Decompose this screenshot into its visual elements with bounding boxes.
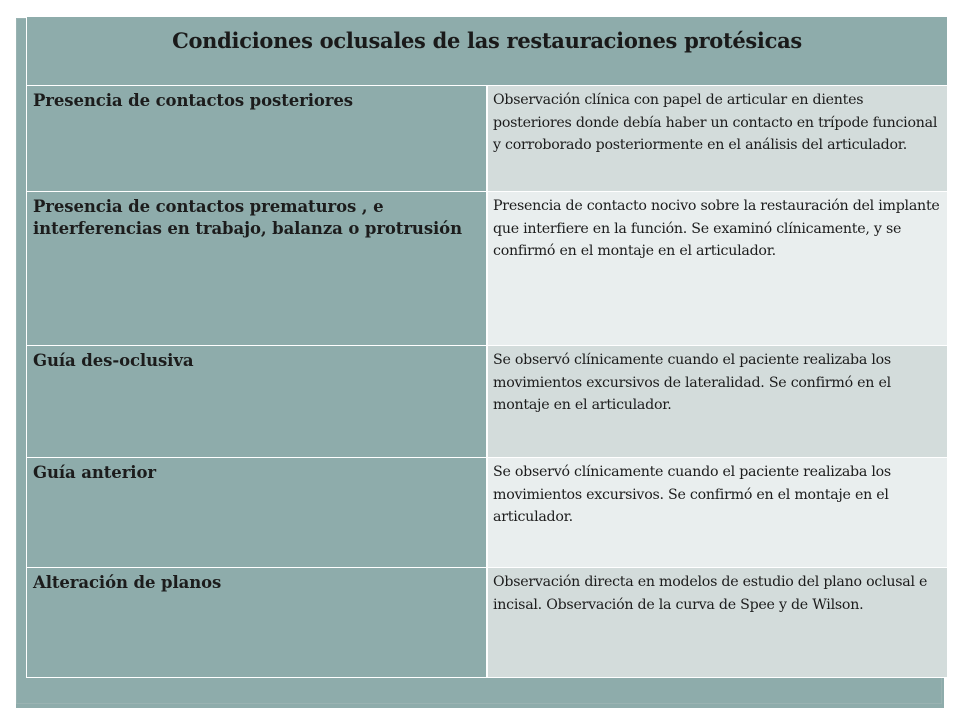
- row-description: Observación clínica con papel de articular en dientes posteriores donde debía haber un contacto en trípode funcional y corroborado posteriormente en el análisis del articulador.: [493, 92, 938, 153]
- table-header-row: [27, 17, 948, 86]
- row-label-cell: [27, 192, 488, 346]
- row-label: Guía des-oclusiva: [33, 351, 194, 370]
- row-label: Presencia de contactos prematuros , e interferencias en trabajo, balanza o protrusión: [33, 197, 462, 238]
- row-description-cell: [487, 568, 948, 678]
- row-description-cell: [487, 346, 948, 458]
- row-description-cell: [487, 192, 948, 346]
- row-description: Se observó clínicamente cuando el paciente realizaba los movimientos excursivos de lateralidad. Se confirmó en el montaje en el articulador.: [493, 352, 891, 413]
- row-description: Observación directa en modelos de estudio del plano oclusal e incisal. Observación de la curva de Spee y de Wilson.: [493, 574, 928, 613]
- table-title-cell: [27, 17, 948, 86]
- occlusal-conditions-table: [26, 16, 948, 678]
- table-title: Condiciones oclusales de las restauraciones protésicas: [172, 28, 802, 53]
- row-label: Alteración de planos: [33, 573, 222, 592]
- table-row: [27, 192, 948, 346]
- row-description: Se observó clínicamente cuando el paciente realizaba los movimientos excursivos. Se confirmó en el montaje en el articulador.: [493, 464, 891, 525]
- row-label-cell: [27, 568, 488, 678]
- row-label-cell: [27, 86, 488, 192]
- row-label-cell: [27, 458, 488, 568]
- row-label: Guía anterior: [33, 463, 156, 482]
- table-row: [27, 568, 948, 678]
- table-row: [27, 86, 948, 192]
- row-label: Presencia de contactos posteriores: [33, 91, 353, 110]
- table-row: [27, 458, 948, 568]
- row-description-cell: [487, 458, 948, 568]
- row-description: Presencia de contacto nocivo sobre la restauración del implante que interfiere en la función. Se examinó clínicamente, y se confirmó en el montaje en el articulador.: [493, 198, 940, 259]
- row-label-cell: [27, 346, 488, 458]
- table-row: [27, 346, 948, 458]
- row-description-cell: [487, 86, 948, 192]
